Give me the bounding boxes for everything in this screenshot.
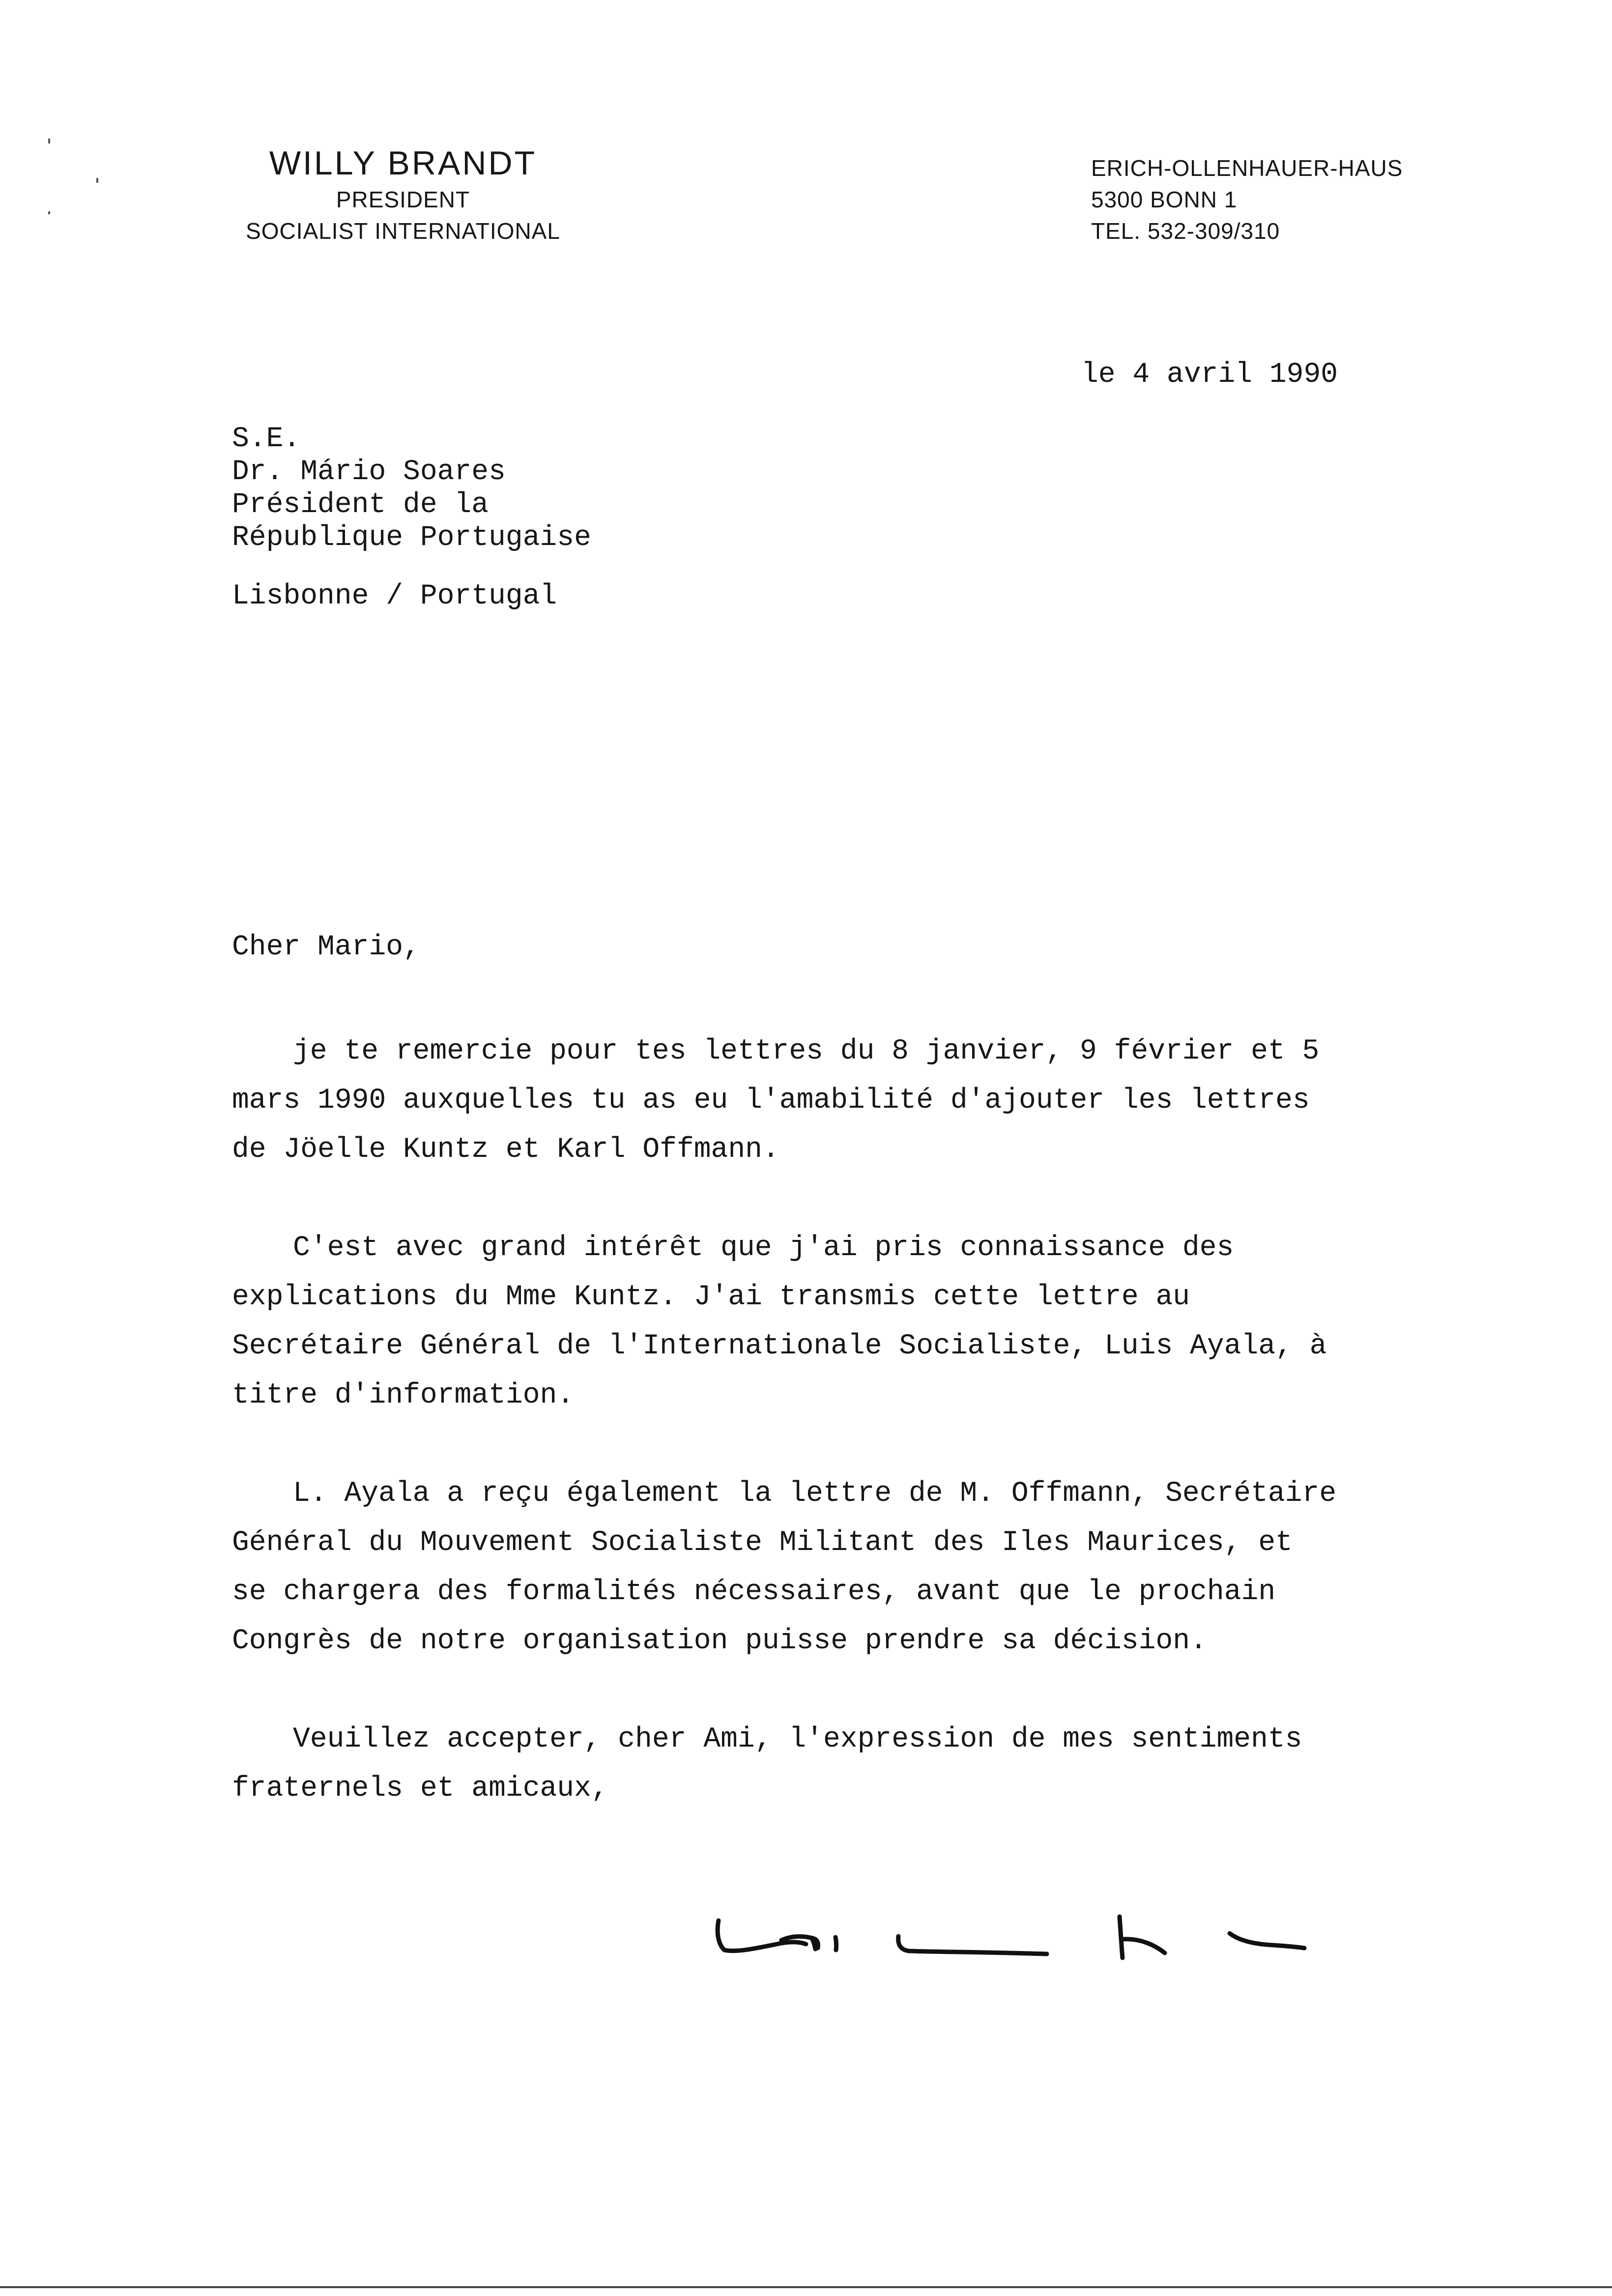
body-line: Veuillez accepter, cher Ami, l'expression de mes sentiments (293, 1723, 1302, 1755)
bottom-scan-edge (0, 2286, 1612, 2288)
body-paragraph (232, 1224, 1505, 1420)
body-line: de Jöelle Kuntz et Karl Offmann. (232, 1134, 779, 1166)
sender-organization: SOCIALIST INTERNATIONAL (246, 218, 560, 244)
body-line: Général du Mouvement Socialiste Militant des Iles Maurices, et (232, 1527, 1293, 1559)
letterhead-phone: TEL. 532-309/310 (1091, 218, 1280, 244)
body-line: se chargera des formalités nécessaires, avant que le prochain (232, 1576, 1276, 1608)
body-line: je te remercie pour tes lettres du 8 janvier, 9 février et 5 (293, 1035, 1320, 1067)
recipient-line: Président de la (232, 489, 489, 521)
body-line: Congrès de notre organisation puisse prendre sa décision. (232, 1625, 1207, 1657)
body-line: titre d'information. (232, 1379, 575, 1411)
body-line: explications du Mme Kuntz. J'ai transmis cette lettre au (232, 1281, 1190, 1313)
body-line: fraternels et amicaux, (232, 1773, 608, 1805)
recipient-line: S.E. (232, 423, 301, 455)
body-line: L. Ayala a reçu également la lettre de M. Offmann, Secrétaire (293, 1478, 1337, 1510)
body-line: Secrétaire Général de l'Internationale Socialiste, Luis Ayala, à (232, 1330, 1327, 1362)
sender-name: WILLY BRANDT (269, 144, 537, 182)
sender-title: PRESIDENT (336, 187, 470, 212)
handwritten-signature-icon (708, 1897, 1347, 1976)
recipient-city: Lisbonne / Portugal (232, 580, 557, 612)
body-paragraph (232, 1027, 1505, 1175)
letterhead-address-line: 5300 BONN 1 (1091, 187, 1238, 212)
recipient-address (232, 423, 591, 613)
recipient-line: Dr. Mário Soares (232, 456, 506, 488)
body-line: mars 1990 auxquelles tu as eu l'amabilité d'ajouter les lettres (232, 1085, 1310, 1117)
body-paragraph (232, 1469, 1505, 1666)
letterhead-sender (221, 143, 585, 247)
salutation: Cher Mario, (232, 931, 420, 963)
letterhead-address-line: ERICH-OLLENHAUER-HAUS (1091, 155, 1403, 181)
letterhead-address (1091, 152, 1403, 247)
body-paragraph (232, 1715, 1505, 1813)
letter-body (232, 1027, 1505, 1863)
letter-date: le 4 avril 1990 (1081, 359, 1338, 391)
recipient-line: République Portugaise (232, 522, 591, 554)
body-line: C'est avec grand intérêt que j'ai pris connaissance des (293, 1232, 1234, 1264)
